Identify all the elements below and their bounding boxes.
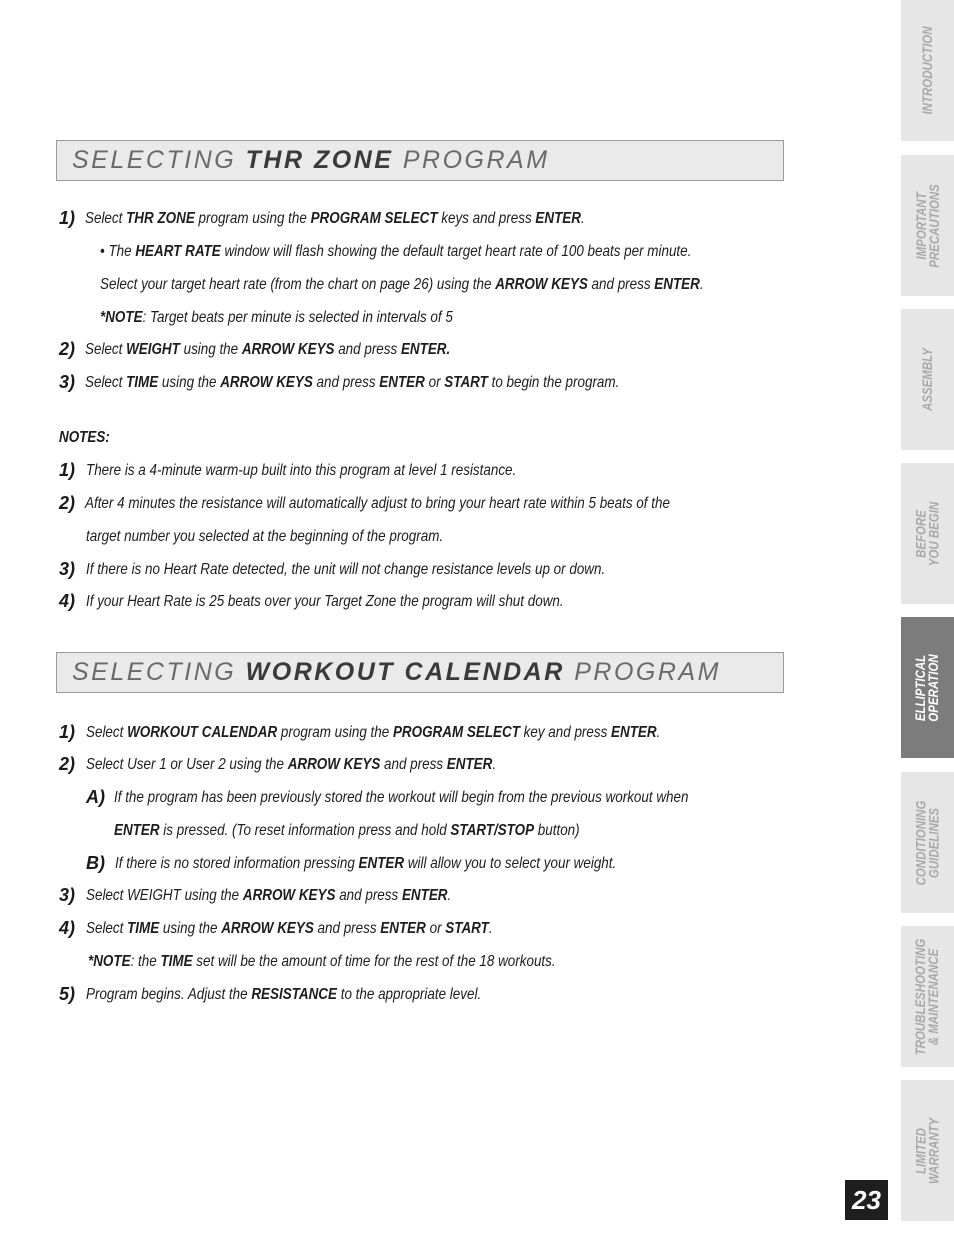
body-text: • The	[100, 243, 136, 260]
emphasis-text: PROGRAM SELECT	[310, 210, 438, 227]
tab-before-you-begin[interactable]	[901, 463, 954, 604]
body-text: and press	[334, 341, 401, 358]
step-text	[85, 210, 585, 228]
step-text	[86, 528, 443, 546]
emphasis-text: ARROW KEYS	[241, 341, 335, 358]
emphasis-text: *NOTE	[88, 953, 131, 970]
step-number: 4)	[59, 591, 76, 611]
step-text	[86, 887, 451, 905]
body-text: Select	[85, 341, 127, 358]
body-text: and press	[335, 887, 402, 904]
page-number: 23	[845, 1180, 888, 1220]
step-number: 5)	[59, 984, 76, 1004]
emphasis-text: TIME	[126, 374, 159, 391]
step-number: 2)	[59, 754, 76, 774]
body-text: After 4 minutes the resistance will automatically adjust to bring your heart rate within 5 beats of the	[85, 495, 670, 512]
body-text: is pressed. (To reset information press and hold	[159, 822, 451, 839]
body-text: If there is no Heart Rate detected, the unit will not change resistance levels up or down.	[86, 561, 606, 578]
emphasis-text: START/STOP	[450, 822, 535, 839]
emphasis-text: THR ZONE	[126, 210, 195, 227]
body-text: If there is no stored information pressing	[115, 855, 359, 872]
section-heading-workout-calendar	[56, 652, 784, 693]
tab-troubleshooting-maintenance[interactable]	[901, 926, 954, 1067]
tab-label: LIMITED WARRANTY	[912, 1117, 942, 1184]
step-text	[100, 309, 453, 327]
step-text	[86, 561, 605, 579]
step-number: 1)	[59, 208, 76, 228]
body-text: Select your target heart rate (from the chart on page 26) using the	[100, 276, 496, 293]
emphasis-text: START	[445, 920, 489, 937]
body-text: or	[424, 374, 445, 391]
step-text	[85, 341, 450, 359]
step-text	[86, 920, 493, 938]
step-number: 3)	[59, 885, 76, 905]
emphasis-text: ARROW KEYS	[495, 276, 588, 293]
body-text: Select	[86, 724, 128, 741]
body-text: program using the	[277, 724, 393, 741]
body-text: using the	[158, 374, 221, 391]
body-text: .	[699, 276, 704, 293]
tab-label: ASSEMBLY	[919, 348, 935, 411]
body-text: and press	[587, 276, 655, 293]
step-number: 3)	[59, 372, 76, 392]
emphasis-text: ARROW KEYS	[287, 756, 381, 773]
body-text: Program begins. Adjust the	[86, 986, 252, 1003]
emphasis-text: ARROW KEYS	[221, 920, 314, 937]
tab-label: INTRODUCTION	[919, 26, 936, 115]
body-text: .	[447, 887, 452, 904]
emphasis-text: RESISTANCE	[251, 986, 337, 1003]
body-text: Select	[86, 920, 128, 937]
tab-elliptical-operation[interactable]	[901, 617, 954, 758]
emphasis-text: ENTER	[401, 887, 448, 904]
body-text: set will be the amount of time for the rest of the 18 workouts.	[192, 953, 556, 970]
body-text: window will flash showing the default target heart rate of 100 beats per minute.	[220, 243, 692, 260]
step-number: 2)	[59, 493, 76, 513]
emphasis-text: WEIGHT	[126, 341, 180, 358]
step-number: A)	[86, 787, 105, 807]
section-heading-thr-zone	[56, 140, 784, 181]
step-text	[86, 593, 564, 611]
step-number: 1)	[59, 722, 76, 742]
body-text: and press	[380, 756, 447, 773]
tab-label: ELLIPTICAL OPERATION	[912, 653, 942, 722]
step-text	[100, 243, 691, 261]
step-text	[114, 789, 688, 807]
body-text: : Target beats per minute is selected in intervals of 5	[142, 309, 453, 326]
body-text: .	[656, 724, 661, 741]
emphasis-text: ARROW KEYS	[220, 374, 313, 391]
step-text	[85, 374, 619, 392]
emphasis-text: TIME	[127, 920, 160, 937]
emphasis-text: HEART RATE	[135, 243, 221, 260]
step-text	[100, 276, 704, 294]
section-heading-text: SELECTING THR ZONE PROGRAM	[72, 146, 550, 174]
body-text: .	[580, 210, 585, 227]
emphasis-text: ENTER	[380, 920, 426, 937]
body-text: to the appropriate level.	[336, 986, 482, 1003]
tab-important-precautions[interactable]	[901, 155, 954, 296]
step-number: B)	[86, 853, 105, 873]
body-text: using the	[159, 920, 222, 937]
section-heading-text: SELECTING WORKOUT CALENDAR PROGRAM	[72, 658, 721, 686]
body-text: key and press	[519, 724, 612, 741]
emphasis-text: PROGRAM SELECT	[392, 724, 520, 741]
emphasis-text: ARROW KEYS	[242, 887, 336, 904]
step-number: 2)	[59, 339, 76, 359]
body-text: to begin the program.	[487, 374, 620, 391]
step-text	[115, 855, 616, 873]
emphasis-text: ENTER	[379, 374, 425, 391]
emphasis-text: ENTER	[654, 276, 700, 293]
body-text: If the program has been previously stored the workout will begin from the previous workout when	[114, 789, 689, 806]
body-text: using the	[179, 341, 242, 358]
step-text	[86, 986, 481, 1004]
step-text	[86, 724, 660, 742]
tab-label: IMPORTANT PRECAUTIONS	[912, 183, 942, 268]
body-text: .	[488, 920, 493, 937]
body-text: button)	[534, 822, 580, 839]
body-text: Select User 1 or User 2 using the	[86, 756, 288, 773]
body-text: Select	[85, 374, 127, 391]
body-text: : the	[130, 953, 161, 970]
body-text: or	[425, 920, 446, 937]
notes-title: NOTES:	[59, 429, 110, 446]
tab-label: BEFORE YOU BEGIN	[912, 501, 942, 566]
body-text: Select	[85, 210, 127, 227]
step-text	[86, 756, 496, 774]
tab-label: TROUBLESHOOTING & MAINTENANCE	[912, 938, 942, 1055]
body-text: program using the	[194, 210, 311, 227]
tab-limited-warranty[interactable]	[901, 1080, 954, 1221]
step-text	[86, 462, 516, 480]
emphasis-text: ENTER	[446, 756, 493, 773]
body-text: Select WEIGHT using the	[86, 887, 243, 904]
step-text	[85, 495, 670, 513]
body-text: will allow you to select your weight.	[404, 855, 617, 872]
tab-assembly[interactable]	[901, 309, 954, 450]
emphasis-text: ENTER.	[400, 341, 451, 358]
body-text: There is a 4-minute warm-up built into this program at level 1 resistance.	[86, 462, 517, 479]
body-text: .	[492, 756, 497, 773]
tab-introduction[interactable]	[901, 0, 954, 141]
emphasis-text: ENTER	[358, 855, 405, 872]
step-number: 1)	[59, 460, 76, 480]
step-text	[114, 822, 580, 840]
step-text	[88, 953, 556, 971]
tab-label: CONDITIONING GUIDELINES	[912, 800, 942, 885]
tab-conditioning-guidelines[interactable]	[901, 772, 954, 913]
emphasis-text: ENTER	[114, 822, 160, 839]
emphasis-text: *NOTE	[100, 309, 143, 326]
body-text: and press	[313, 920, 381, 937]
step-number: 3)	[59, 559, 76, 579]
emphasis-text: ENTER	[611, 724, 657, 741]
emphasis-text: START	[444, 374, 488, 391]
body-text: and press	[312, 374, 380, 391]
body-text: keys and press	[437, 210, 536, 227]
emphasis-text: ENTER	[535, 210, 581, 227]
section-tabs	[901, 0, 954, 1235]
body-text: If your Heart Rate is 25 beats over your Target Zone the program will shut down.	[86, 593, 564, 610]
emphasis-text: TIME	[160, 953, 193, 970]
body-text: target number you selected at the beginning of the program.	[86, 528, 444, 545]
emphasis-text: WORKOUT CALENDAR	[127, 724, 278, 741]
step-number: 4)	[59, 918, 76, 938]
